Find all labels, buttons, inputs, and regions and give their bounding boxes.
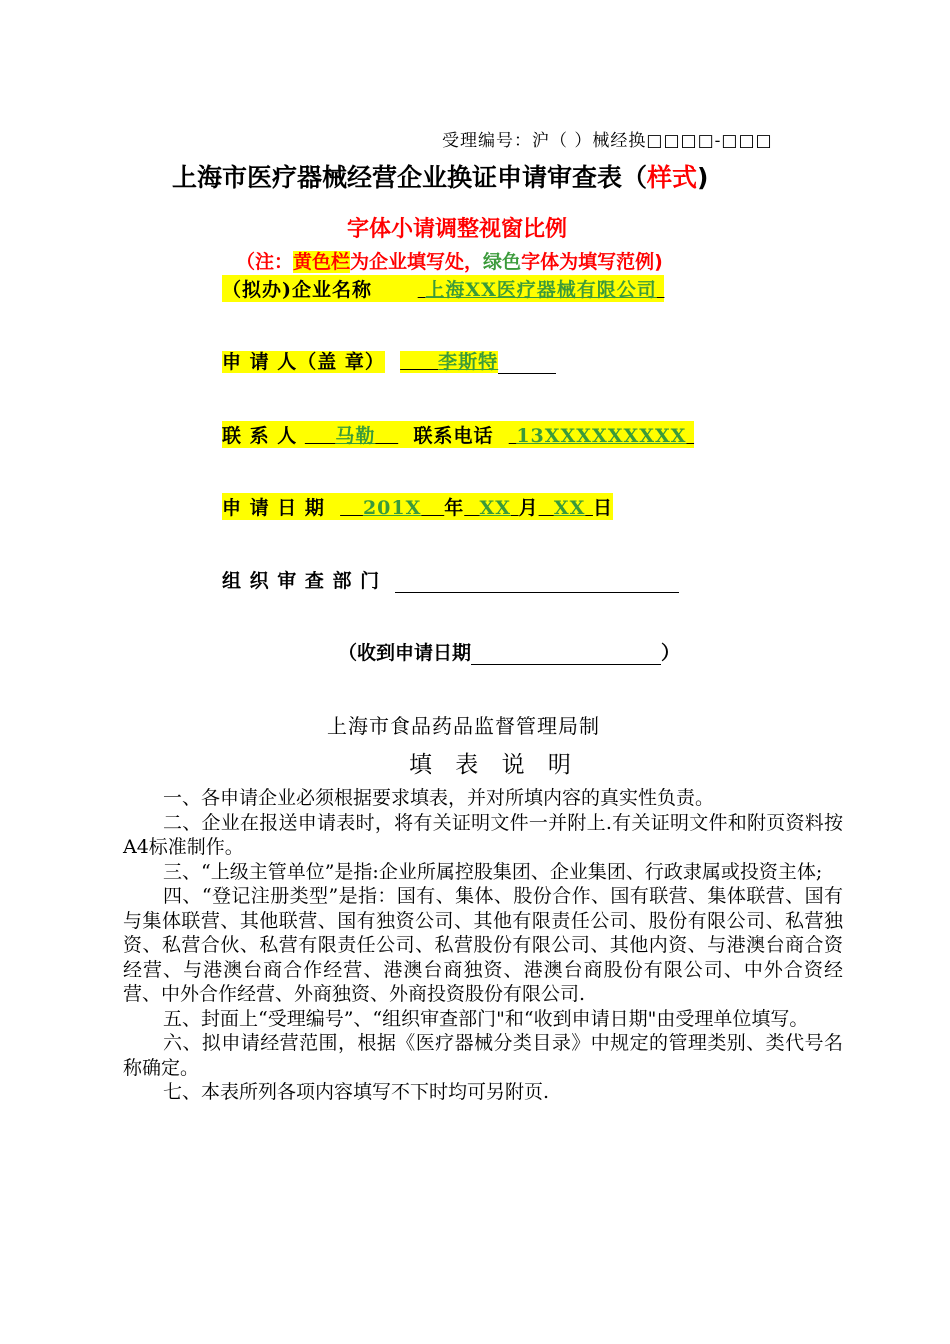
received-label: （收到申请日期 [338, 642, 472, 664]
phone-field[interactable]: 13XXXXXXXXX [516, 425, 687, 447]
day-field[interactable]: XX [553, 497, 586, 519]
date-row: 申 请 日 期 201X 年 XX 月 XX 日 [222, 493, 613, 520]
contact-row [222, 421, 694, 448]
company-field[interactable]: 上海XX医疗器械有限公司 [425, 279, 657, 301]
year-field[interactable]: 201X [362, 497, 422, 519]
phone-label: 联系电话 [413, 425, 494, 447]
note-green-word: 绿色 [483, 251, 522, 273]
instruction-item: 二、企业在报送申请表时，将有关证明文件一并附上.有关证明文件和附页资料按A4标准制作。 [123, 811, 843, 858]
contact-label: 联 系 人 [222, 425, 298, 447]
fill-note: （注：黄色栏为企业填写处，绿色字体为填写范例) [236, 251, 663, 273]
title-main: 上海市医疗器械经营企业换证申请审查表（ [172, 163, 648, 192]
title-suffix: 样式 [647, 163, 698, 192]
company-name-row [222, 275, 664, 302]
note-yellow-word: 黄色栏 [293, 251, 351, 273]
applicant-field[interactable]: 李斯特 [438, 351, 499, 373]
acceptance-number: 受理编号：沪（ ）械经换□□□□-□□□ [442, 131, 773, 151]
instructions-body [123, 786, 843, 1105]
dept-field[interactable] [395, 571, 679, 593]
month-field[interactable]: XX [479, 497, 511, 519]
applicant-label: 申 请 人（盖 章） [222, 351, 385, 373]
instructions-title: 填 表 说 明 [409, 752, 579, 778]
date-label: 申 请 日 期 [222, 497, 325, 519]
instruction-item: 五、封面上“受理编号”、“组织审查部门"和“收到申请日期"由受理单位填写。 [163, 1007, 809, 1030]
contact-field[interactable]: 马勒 [335, 425, 376, 447]
company-label: （拟办)企业名称 [222, 279, 372, 301]
instruction-item: 七、本表所列各项内容填写不下时均可另附页. [163, 1081, 550, 1103]
zoom-hint: 字体小请调整视窗比例 [347, 217, 568, 242]
received-date-row: （收到申请日期 ） [338, 642, 681, 664]
instruction-item: 六、拟申请经营范围，根据《医疗器械分类目录》中规定的管理类别、类代号名称确定。 [123, 1032, 843, 1079]
dept-label: 组 织 审 查 部 门 [222, 570, 381, 592]
title-close: ) [697, 163, 709, 192]
review-dept-row [222, 566, 679, 593]
instruction-item: 三、“上级主管单位”是指:企业所属控股集团、企业集团、行政隶属或投资主体; [163, 860, 823, 883]
instruction-item: 四、“登记注册类型”是指：国有、集体、股份合作、国有联营、集体联营、国有与集体联营、其他联营、国有独资公司、其他有限责任公司、股份有限公司、私营独资、私营合伙、私营有限责任公司、私营股份有限公司、其他内资、与港澳台商合资经营、与港澳台商合作经营、港澳台商独资、港澳台商股份有限公司、中外合资经营、中外合作经营、外商独资、外商投资股份有限公司. [123, 885, 843, 1005]
applicant-row [222, 347, 556, 374]
issuer: 上海市食品药品监督管理局制 [327, 714, 600, 738]
instruction-item: 一、各申请企业必须根据要求填表，并对所填内容的真实性负责。 [163, 787, 715, 809]
received-field[interactable] [471, 643, 661, 665]
page-title [172, 158, 708, 194]
